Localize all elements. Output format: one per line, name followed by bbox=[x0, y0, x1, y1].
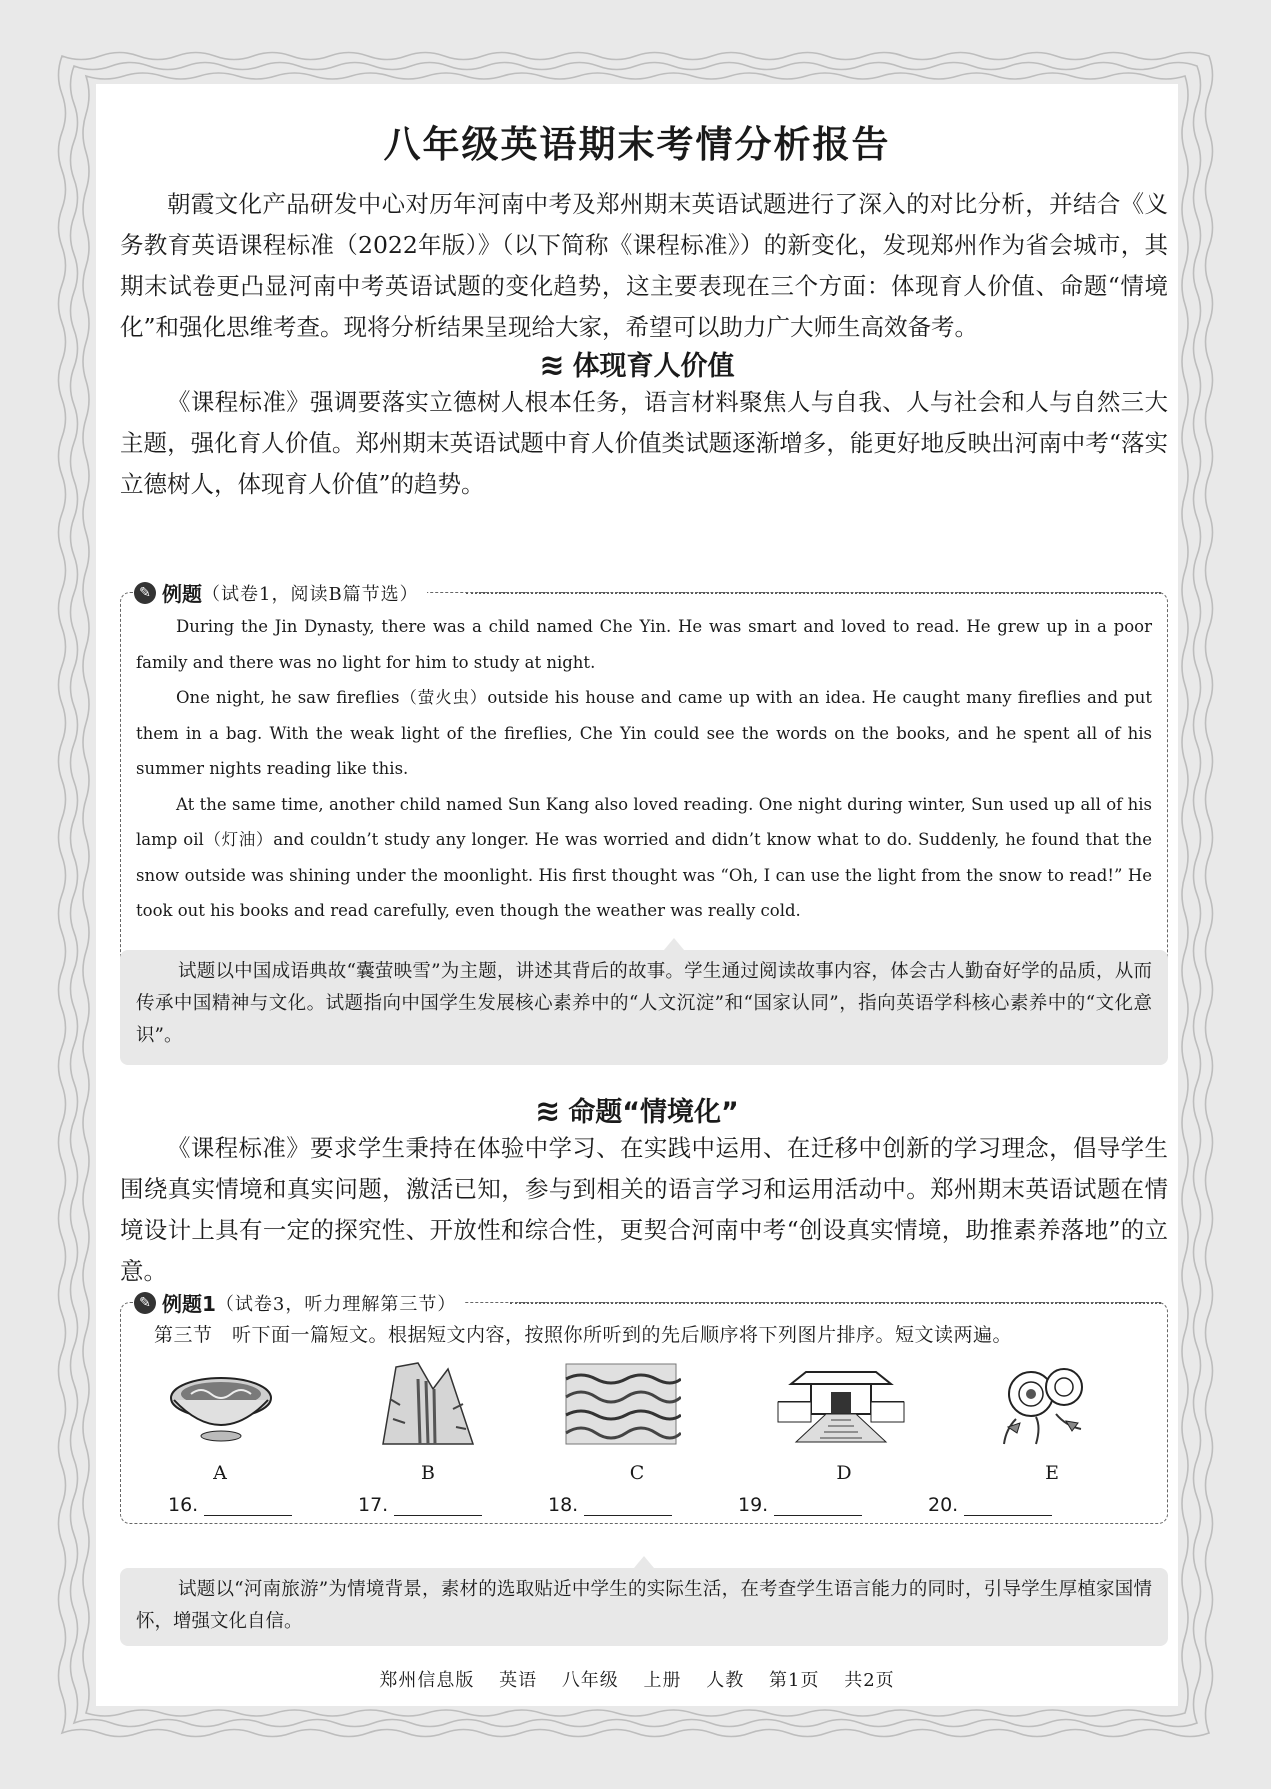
pencil-badge-icon: ✎ bbox=[134, 1292, 156, 1314]
noodle-bowl-icon bbox=[166, 1364, 276, 1444]
picture-label: D bbox=[836, 1462, 852, 1484]
section2-paragraph: 《课程标准》要求学生秉持在体验中学习、在实践中运用、在迁移中创新的学习理念，倡导学生围绕真实情境和真实问题，激活已知，参与到相关的语言学习和运用活动中。郑州期末英语试题在情境设计上具有一定的探究性、开放性和综合性，更契合河南中考“创设真实情境，助推素养落地”的立意。 bbox=[120, 1134, 1168, 1285]
picture-label: A bbox=[213, 1462, 227, 1484]
example-label-1: ✎ 例题 （试卷1，阅读B篇节选） bbox=[134, 578, 427, 607]
peony-flower-icon bbox=[996, 1359, 1096, 1449]
temple-gate-icon bbox=[776, 1362, 906, 1447]
section-heading-2: ≋ 命题“情境化” bbox=[535, 1094, 739, 1129]
picture-label: E bbox=[1045, 1462, 1059, 1484]
waterfall-mountain-icon bbox=[378, 1359, 478, 1449]
river-waves-icon bbox=[561, 1359, 681, 1449]
answer-blank-19[interactable]: 19. bbox=[738, 1494, 862, 1516]
page-title: 八年级英语期末考情分析报告 bbox=[383, 123, 891, 166]
page-footer: 郑州信息版 英语 八年级 上册 人教 第1页 共2页 bbox=[379, 1670, 895, 1691]
example-label-2: ✎ 例题1 （试卷3，听力理解第三节） bbox=[134, 1288, 464, 1317]
passage-paragraph: During the Jin Dynasty, there was a child named Che Yin. He was smart and loved to read. He grew up in a poor family and there was no light for him to study at night. bbox=[136, 617, 1152, 672]
comment-pointer bbox=[664, 938, 684, 950]
answer-blank-17[interactable]: 17. bbox=[358, 1494, 482, 1516]
picture-label: B bbox=[421, 1462, 435, 1484]
reading-passage bbox=[120, 609, 1168, 929]
pencil-badge-icon: ✎ bbox=[134, 582, 156, 604]
comment-pointer bbox=[634, 1556, 654, 1568]
wave-mark-icon: ≋ bbox=[539, 348, 565, 383]
section1-paragraph: 《课程标准》强调要落实立德树人根本任务，语言材料聚焦人与自我、人与社会和人与自然三大主题，强化育人价值。郑州期末英语试题中育人价值类试题逐渐增多，能更好地反映出河南中考“落实立德树人，体现育人价值”的趋势。 bbox=[120, 388, 1168, 498]
question-instruction: 第三节 听下面一篇短文。根据短文内容，按照你所听到的先后顺序将下列图片排序。短文读两遍。 bbox=[154, 1324, 1013, 1346]
intro-paragraph: 朝霞文化产品研发中心对历年河南中考及郑州期末英语试题进行了深入的对比分析，并结合《义务教育英语课程标准（2022年版）》（以下简称《课程标准》）的新变化，发现郑州作为省会城市，其期末试卷更凸显河南中考英语试题的变化趋势，这主要表现在三个方面：体现育人价值、命题“情境化”和强化思维考查。现将分析结果呈现给大家，希望可以助力广大师生高效备考。 bbox=[120, 190, 1168, 341]
answer-blank-16[interactable]: 16. bbox=[168, 1494, 292, 1516]
answer-blank-18[interactable]: 18. bbox=[548, 1494, 672, 1516]
picture-label: C bbox=[629, 1462, 645, 1484]
passage-paragraph: One night, he saw fireflies（萤火虫）outside his house and came up with an idea. He caught many fireflies and put them in a bag. With the weak light of the fireflies, Che Yin could see the words on the books, and he spent all of his summer nights reading like this. bbox=[136, 688, 1152, 778]
section-heading-1: ≋ 体现育人价值 bbox=[539, 348, 735, 383]
comment-box-2: 试题以“河南旅游”为情境背景，素材的选取贴近中学生的实际生活，在考查学生语言能力的同时，引导学生厚植家国情怀，增强文化自信。 bbox=[120, 1568, 1168, 1646]
comment-box-1: 试题以中国成语典故“囊萤映雪”为主题，讲述其背后的故事。学生通过阅读故事内容，体会古人勤奋好学的品质，从而传承中国精神与文化。试题指向中国学生发展核心素养中的“人文沉淀”和“国家认同”，指向英语学科核心素养中的“文化意识”。 bbox=[120, 950, 1168, 1065]
passage-paragraph: At the same time, another child named Sun Kang also loved reading. One night during winter, Sun used up all of his lamp oil（灯油）and couldn’t study any longer. He was worried and didn’t know what to do. Suddenly, he found that the snow outside was shining under the moonlight. His first thought was “Oh, I can use the light from the snow to read!” He took out his books and read carefully, even though the weather was really cold. bbox=[136, 794, 1152, 920]
answer-blank-20[interactable]: 20. bbox=[928, 1494, 1052, 1516]
report-page bbox=[96, 84, 1178, 1706]
wave-mark-icon: ≋ bbox=[535, 1094, 561, 1129]
